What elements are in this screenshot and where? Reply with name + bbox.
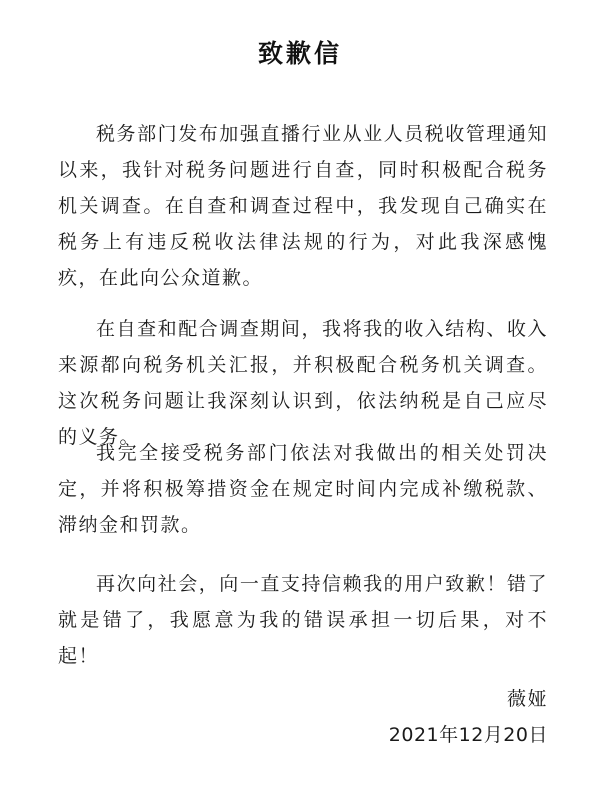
- signature-date: 2021年12月20日: [388, 724, 548, 746]
- paragraph-1-container: [58, 116, 548, 296]
- letter-paragraph-3: 我完全接受税务部门依法对我做出的相关处罚决定，并将积极筹措资金在规定时间内完成补缴税款、滞纳金和罚款。: [58, 442, 548, 536]
- letter-paragraph-4: 再次向社会，向一直支持信赖我的用户致歉！错了就是错了，我愿意为我的错误承担一切后果，对不起！: [58, 573, 548, 667]
- paragraph-4-container: [58, 566, 548, 674]
- letter-title: 致歉信: [257, 39, 342, 68]
- paragraph-3-container: [58, 435, 548, 543]
- paragraph-2-container: [58, 311, 548, 455]
- letter-paragraph-2: 在自查和配合调查期间，我将我的收入结构、收入来源都向税务机关汇报，并积极配合税务机关调查。这次税务问题让我深刻认识到，依法纳税是自己应尽的义务。: [58, 318, 548, 448]
- signature-name: 薇娅: [506, 688, 548, 710]
- letter-paragraph-1: 税务部门发布加强直播行业从业人员税收管理通知以来，我针对税务问题进行自查，同时积极配合税务机关调查。在自查和调查过程中，我发现自己确实在税务上有违反税收法律法规的行为，对此我深感愧疚，在此向公众道歉。: [58, 123, 548, 289]
